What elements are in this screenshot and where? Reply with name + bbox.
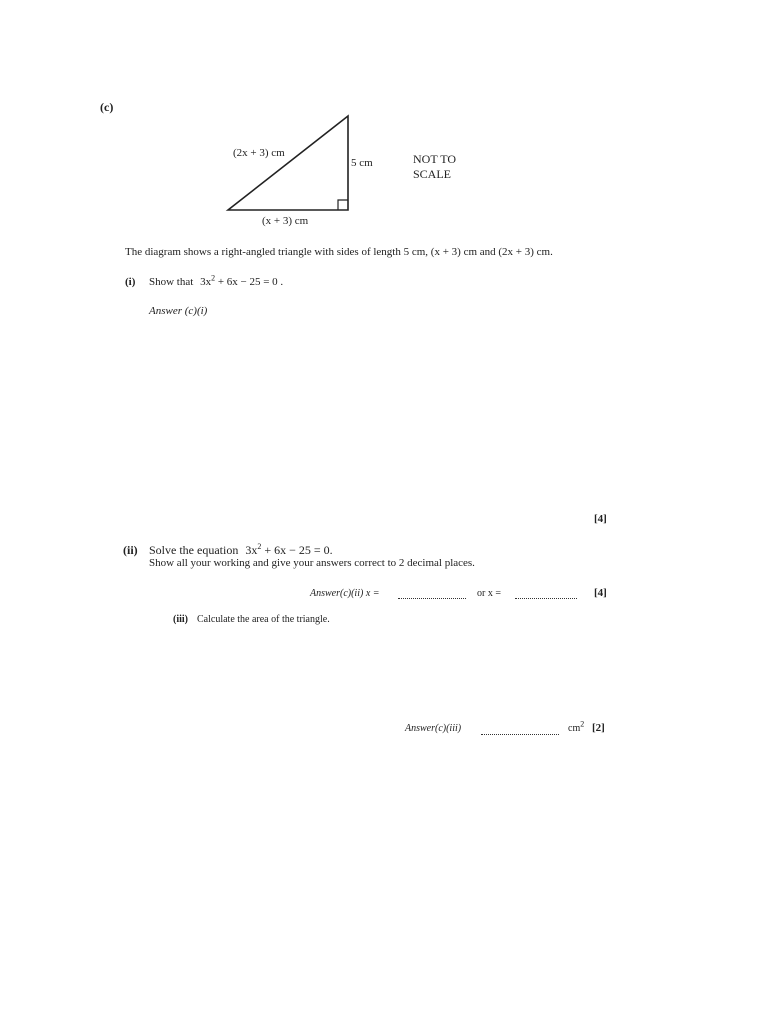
hypotenuse-label: (2x + 3) cm xyxy=(233,147,285,159)
q3-answer-field[interactable] xyxy=(481,724,559,735)
q2-marks: [4] xyxy=(594,587,607,599)
q1-equation-term: 3x xyxy=(200,276,212,288)
q1-question xyxy=(149,273,284,288)
q1-equation xyxy=(200,273,284,288)
q3-answer-label: Answer(c)(iii) xyxy=(405,723,462,734)
q2-equation xyxy=(245,543,332,557)
q1-equation-rest: + 6x − 25 = 0 . xyxy=(215,276,284,288)
q3-label: (iii) xyxy=(173,614,188,625)
q1-equation-exponent: 2 xyxy=(211,273,216,283)
base-side-label: (x + 3) cm xyxy=(262,215,309,227)
q3-unit-exponent: 2 xyxy=(580,719,585,729)
q3-prompt: Calculate the area of the triangle. xyxy=(197,614,330,625)
right-triangle xyxy=(228,116,348,210)
q2-or-label: or x = xyxy=(477,588,501,599)
q3-unit xyxy=(568,719,585,734)
q2-equation-term: 3x xyxy=(245,543,258,557)
q2-prompt: Solve the equation xyxy=(149,543,239,557)
part-label: (c) xyxy=(100,100,114,114)
vertical-side-label: 5 cm xyxy=(351,157,373,169)
q2-question xyxy=(149,543,333,558)
q3-marks: [2] xyxy=(592,722,605,734)
q1-prompt: Show that xyxy=(149,276,194,288)
q3-unit-text: cm xyxy=(568,723,581,734)
q1-marks: [4] xyxy=(594,513,607,525)
q2-label: (ii) xyxy=(123,543,138,557)
q2-answer-x1-field[interactable] xyxy=(398,588,466,599)
intro-text: The diagram shows a right-angled triangle with sides of length 5 cm, (x + 3) cm and (2x + 3) cm. xyxy=(125,246,553,258)
q1-label: (i) xyxy=(125,276,136,288)
q2-answer-x2-field[interactable] xyxy=(515,588,577,599)
not-to-scale-line2: SCALE xyxy=(413,167,452,181)
triangle-diagram xyxy=(220,110,400,235)
right-angle-mark xyxy=(338,200,348,210)
not-to-scale-line1: NOT TO xyxy=(413,152,457,166)
q2-equation-rest: + 6x − 25 = 0. xyxy=(261,543,333,557)
q2-answer-label: Answer(c)(ii) x = xyxy=(310,588,380,599)
q2-equation-exponent: 2 xyxy=(257,542,262,551)
q2-instruction: Show all your working and give your answers correct to 2 decimal places. xyxy=(149,557,475,569)
q1-answer-label: Answer (c)(i) xyxy=(149,305,208,317)
